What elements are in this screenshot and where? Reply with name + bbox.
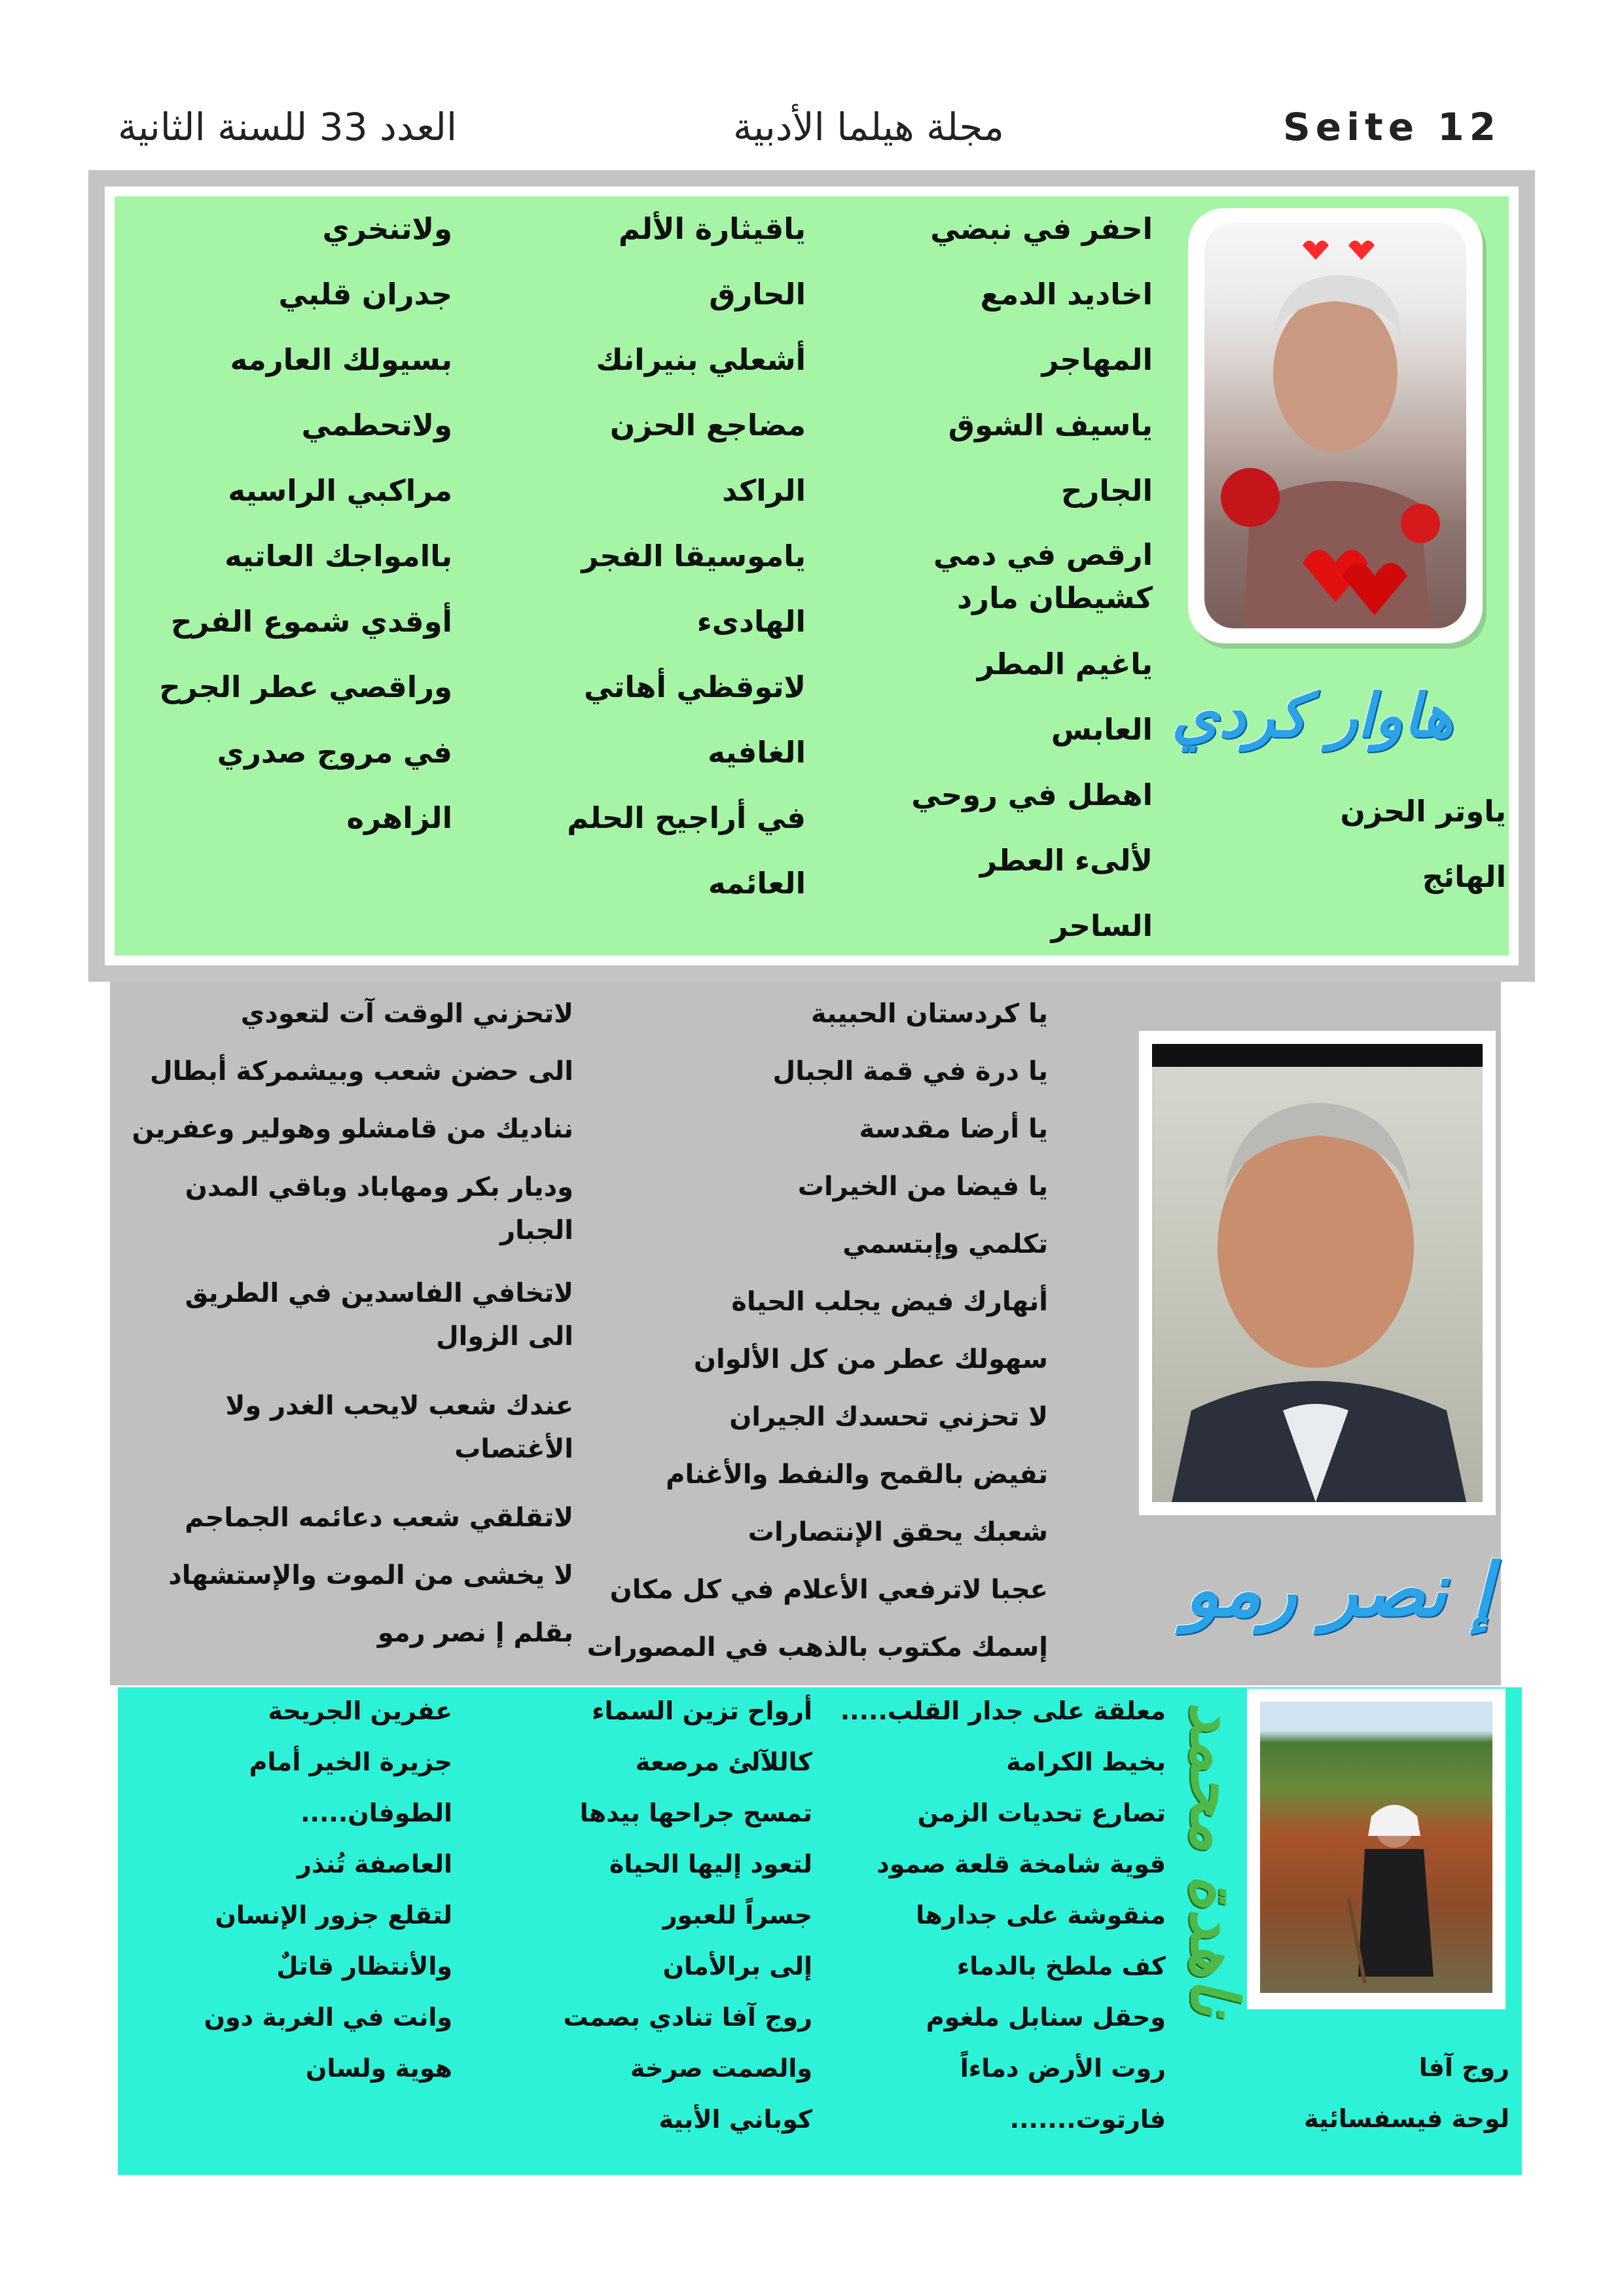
verse: أوقدي شموع الفرح	[171, 604, 452, 639]
verse: إلى برالأمان	[662, 1952, 812, 1981]
verse: اخاديد الدمع	[980, 277, 1153, 312]
verse: ولاتنخري	[322, 211, 452, 246]
author-name-nahida-text: ناهدة محمد	[1176, 1702, 1253, 2016]
verse: تصارع تحديات الزمن	[917, 1799, 1166, 1827]
poem-title-nahida	[1274, 2042, 1509, 2144]
verse: عندك شعب لايحب الغدر ولا الأغتصاب	[225, 1391, 573, 1464]
verse: أشعلي بنيرانك	[596, 342, 806, 377]
title-line: ياوتر الحزن	[1340, 794, 1506, 829]
verse: بسيولك العارمه	[230, 342, 452, 377]
verse: روت الأرض دماءاً	[960, 2054, 1166, 2083]
author-photo-nahida	[1260, 1702, 1492, 1993]
issue-label: العدد 33 للسنة الثانية	[118, 105, 458, 149]
verse: ارقص في دمي كشيطان مارد	[933, 537, 1153, 615]
verse: أنهارك فيض يجلب الحياة	[731, 1287, 1048, 1317]
verse: يا فيضا من الخيرات	[797, 1172, 1048, 1202]
author-name-hawar: هاوار كردي	[1171, 681, 1453, 751]
verse: شعبك يحقق الإنتصارات	[748, 1517, 1048, 1547]
verse: ياسيف الشوق	[948, 408, 1153, 442]
verse: في أراجيح الحلم	[567, 800, 806, 835]
verse: الطوفان.....	[300, 1799, 452, 1827]
portrait-illustration	[1260, 1702, 1492, 1993]
verse: لاتخافي الفاسدين في الطريق الى الزوال	[185, 1278, 573, 1352]
poem-column-2	[524, 1685, 812, 2145]
verse: سهولك عطر من كل الألوان	[693, 1344, 1048, 1374]
verse: العاصفة تُنذر	[297, 1850, 452, 1878]
verse: روج آفا تنادي بصمت	[563, 2003, 812, 2032]
verse: وانت في الغربة دون	[204, 2003, 452, 2032]
verse: والصمت صرخة	[630, 2054, 812, 2083]
page-number: Seite 12	[1283, 105, 1501, 149]
verse: تكلمي وإبتسمي	[842, 1229, 1048, 1259]
verse: لا يخشى من الموت والإستشهاد	[168, 1560, 573, 1590]
verse: بقلم إ نصر رمو	[377, 1618, 573, 1648]
poem-column-1	[871, 196, 1153, 959]
verse: كاللآلئ مرصعة	[635, 1748, 812, 1776]
verse: لاتحزني الوقت آت لتعودي	[240, 999, 573, 1029]
verse: لاتقلقي شعب دعائمه الجماجم	[185, 1503, 573, 1533]
verse: يا أرضا مقدسة	[859, 1114, 1048, 1144]
poem-title-hawar	[1310, 779, 1506, 910]
verse: لا تحزني تحسدك الجيران	[729, 1402, 1048, 1432]
verse: منقوشة على جدارها	[916, 1901, 1166, 1929]
verse: تفيض بالقمح والنفط والأغنام	[666, 1460, 1048, 1490]
verse: الهادىء	[696, 604, 806, 639]
verse: ياقيثارة الألم	[618, 211, 806, 246]
verse: لتقلع جزور الإنسان	[215, 1901, 452, 1929]
verse: باامواجك العاتيه	[225, 539, 452, 573]
portrait-illustration	[1152, 1044, 1483, 1502]
verse: ياموسيقا الفجر	[581, 539, 806, 573]
verse: لألىء العطر	[979, 843, 1153, 878]
verse: هوية ولسان	[306, 2054, 452, 2083]
verse: يا كردستان الحبيبة	[810, 999, 1048, 1029]
verse: وديار بكر ومهاباد وباقي المدن الجبار	[185, 1172, 573, 1246]
verse: وراقصي عطر الجرح	[159, 670, 452, 704]
verse: معلقة على جدار القلب.....	[840, 1696, 1166, 1725]
verse: اهطل في روحي	[911, 778, 1153, 812]
verse: احفر في نبضي	[930, 211, 1153, 246]
author-photo-nasr	[1152, 1044, 1483, 1502]
verse: نناديك من قامشلو وهولير وعفرين	[132, 1114, 573, 1144]
verse: في مروج صدري	[217, 735, 452, 770]
verse: لاتوقظي أهاتي	[583, 670, 806, 704]
verse: الجارح	[1061, 473, 1153, 508]
verse: الزاهره	[346, 800, 452, 835]
poem-column-3	[159, 196, 452, 851]
verse: مضاجع الحزن	[609, 408, 806, 442]
verse: أرواح تزين السماء	[592, 1696, 812, 1725]
poem-column-2	[132, 985, 573, 1662]
portrait-illustration	[1204, 223, 1466, 628]
verse: الراكد	[722, 473, 806, 508]
verse: ولاتحطمي	[301, 408, 452, 442]
author-name-nahida	[1165, 1689, 1263, 2029]
verse: يا درة في قمة الجبال	[772, 1056, 1048, 1086]
verse: وحقل سنابل ملغوم	[926, 2003, 1166, 2032]
poem-column-2	[531, 196, 806, 916]
verse: جسراً للعبور	[662, 1901, 812, 1929]
verse: العائمه	[708, 866, 806, 901]
verse: الغافيه	[708, 735, 806, 770]
verse: المهاجر	[1041, 342, 1153, 377]
title-line: روج آفا	[1418, 2053, 1509, 2082]
magazine-title: مجلة هيلما الأدبية	[733, 105, 1004, 149]
poem-column-1	[577, 985, 1048, 1676]
author-photo-hawar	[1204, 223, 1466, 628]
verse: تمسح جراحها بيدها	[579, 1799, 812, 1827]
verse: كوباني الأبية	[659, 2105, 812, 2134]
verse: ياغيم المطر	[977, 647, 1153, 681]
verse: الساحر	[1051, 908, 1153, 943]
title-line: الهائج	[1422, 859, 1506, 894]
author-name-nasr: إ نصر رمو	[1183, 1548, 1492, 1633]
verse: جزيرة الخير أمام	[249, 1748, 452, 1776]
verse: والأنتظار قاتلٌ	[276, 1952, 452, 1981]
poem-column-1	[840, 1685, 1166, 2145]
verse: لتعود إليها الحياة	[609, 1850, 812, 1878]
verse: عجبا لاترفعي الأعلام في كل مكان	[609, 1575, 1048, 1605]
verse: إسمك مكتوب بالذهب في المصورات	[586, 1632, 1048, 1662]
poem-column-3	[190, 1685, 452, 2094]
verse: بخيط الكرامة	[1006, 1748, 1166, 1776]
verse: فارتوت.......	[1009, 2105, 1166, 2134]
verse: قوية شامخة قلعة صمود	[876, 1850, 1166, 1878]
verse: الحارق	[709, 277, 806, 312]
verse: كف ملطخ بالدماء	[956, 1952, 1166, 1981]
verse: مراكبي الراسيه	[228, 473, 452, 508]
verse: العابس	[1051, 712, 1153, 747]
verse: جدران قلبي	[278, 277, 452, 312]
verse: عفرين الجريحة	[268, 1696, 452, 1725]
verse: الى حضن شعب وبيشمركة أبطال	[150, 1056, 573, 1086]
title-line: لوحة فيسفسائية	[1304, 2104, 1509, 2133]
